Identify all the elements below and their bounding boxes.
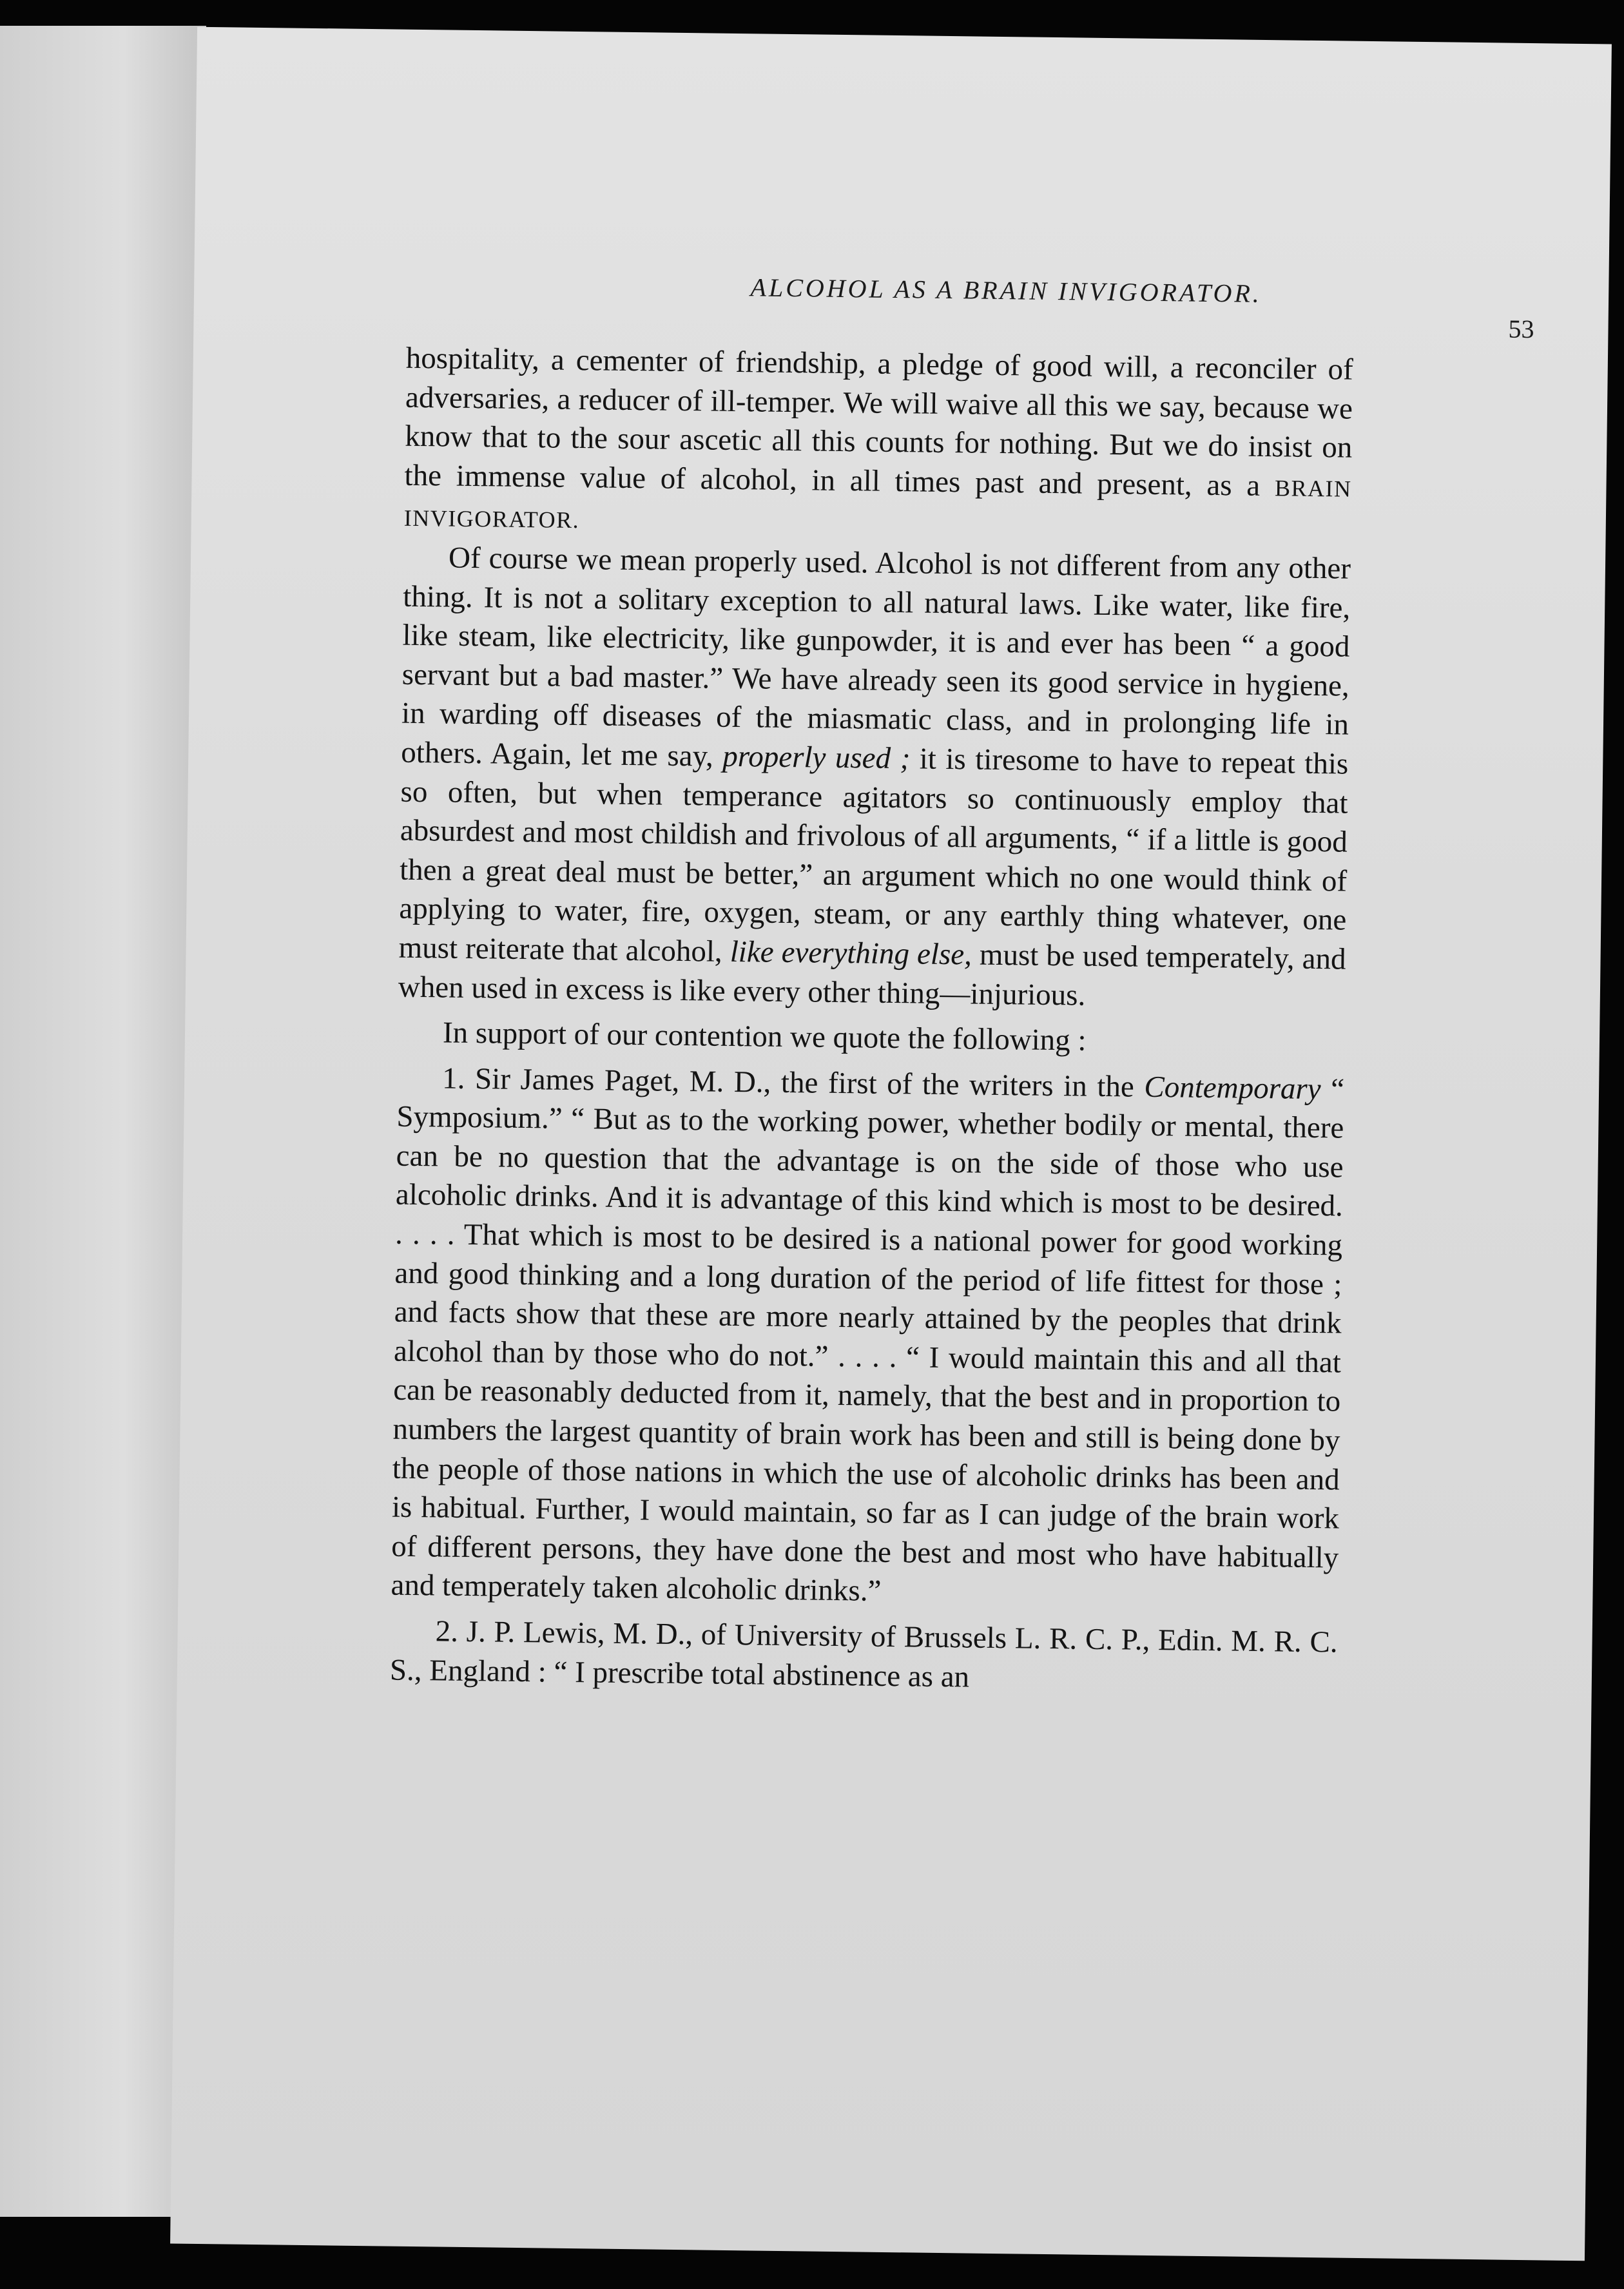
book-page — [170, 27, 1612, 2261]
page-number: 53 — [1508, 314, 1534, 344]
paragraph-2-italic-1: properly used ; — [722, 739, 911, 776]
paragraph-1 — [403, 339, 1353, 550]
paragraph-2-part-a: Of course we mean properly used. Alcohol is not different from any other thing. It is not a solitary exception to all natural laws. Like water, like fire, like steam, like electricity, like gunpowder, it is and ever has been “ a good servant but a bad master.” We have already seen its good service in hygiene, in warding off diseases of the miasmatic class, and in prolonging life in others. Again, let me say, — [401, 541, 1351, 773]
paragraph-4-italic: Contemporary — [1144, 1070, 1321, 1106]
paragraph-3: In support of our contention we quote the following : — [442, 1016, 1087, 1058]
paragraph-2-italic-2: like everything else, — [730, 934, 972, 972]
paragraph-2 — [398, 538, 1351, 1018]
running-header: ALCOHOL AS A BRAIN INVIGORATOR. — [750, 273, 1262, 308]
paragraph-2-part-c: must be used temperately, and when used in excess is like every other thing—injurious. — [398, 938, 1346, 1012]
paragraph-4 — [391, 1058, 1344, 1616]
paragraph-1-small-caps: BRAIN INVIGORATOR. — [403, 474, 1352, 534]
paragraph-4-part-a: 1. Sir James Paget, M. D., the first of the writers in the — [441, 1061, 1145, 1104]
paragraph-1-text: hospitality, a cementer of friendship, a pledge of good will, a reconciler of adversaries, a reducer of ill-temper. We will waive all this we say, because we know that to the sour ascetic all this counts for nothing. But we do insist on the immense value of alcohol, in all times past and present, as a — [404, 341, 1354, 503]
page-body — [390, 339, 1353, 1701]
paragraph-2-part-b: it is tiresome to have to repeat this so often, but when temperance agitators so continuously employ that absurdest and most childish and frivolous of all arguments, “ if a little is good then a great deal must be better,” an argument which no one would think of applying to water, fire, oxygen, steam, or any earthly thing whatever, one must reiterate that alcohol, — [398, 742, 1349, 969]
paragraph-4-part-b: “ Symposium.” “ But as to the working power, whether bodily or mental, there can be no question that the advantage is on the side of those who use alcoholic drinks. And it is advantage of this kind which is most to be desired. . . . . That which is most to be desired is a national power for good working and good thinking and a long duration of the period of life fittest for those ; and facts show that these are more nearly attained by the peoples that drink alcohol than by those who do not.” . . . . “ I would maintain this and all that can be reasonably deducted from it, namely, that the best and in proportion to numbers the largest quantity of brain work has been and still is being done by the people of those nations in which the use of alcoholic drinks has been and is habitual. Further, I would maintain, so far as I can judge of the brain work of different persons, they have done the best and most who have habitually and temperately taken alcoholic drinks.” — [391, 1072, 1345, 1608]
paragraph-5: 2. J. P. Lewis, M. D., of University of Brussels L. R. C. P., Edin. M. R. C. S., England : “ I prescribe total abstinence as an — [389, 1614, 1338, 1694]
